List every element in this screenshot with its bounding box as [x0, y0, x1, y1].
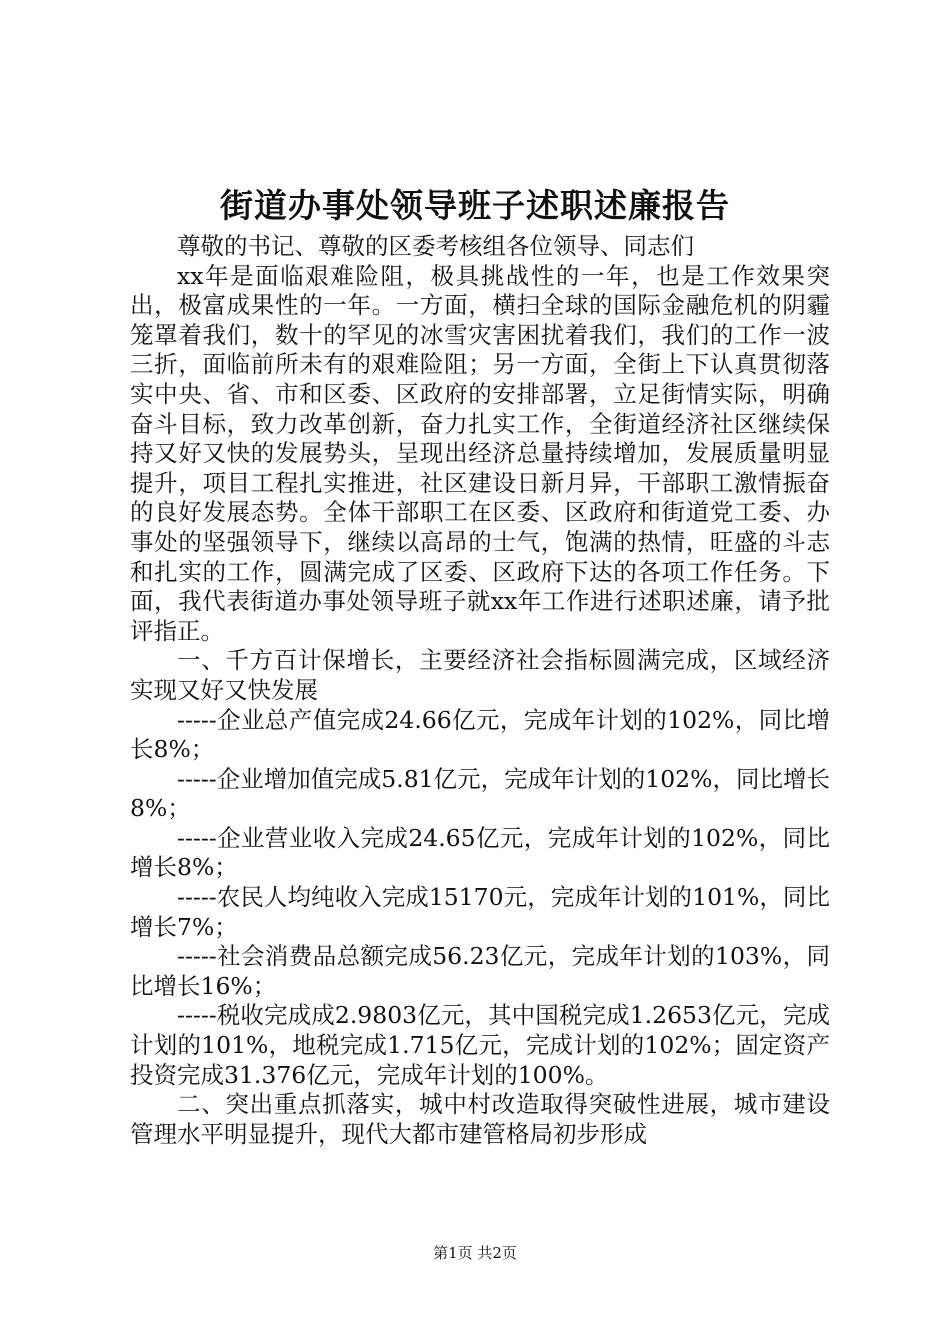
indicator-item: -----企业增加值完成5.81亿元，完成年计划的102%，同比增长8%；	[130, 764, 830, 823]
page-footer: 第1页 共2页	[433, 1244, 517, 1262]
document-title: 街道办事处领导班子述职述廉报告	[220, 186, 730, 225]
indicator-item: -----税收完成成2.9803亿元，其中国税完成1.2653亿元，完成计划的101%，地税完成1.715亿元，完成计划的102%；固定资产投资完成31.376亿元，完成年计划的100%。	[130, 1001, 830, 1089]
section-heading-2: 二、突出重点抓落实，城中村改造取得突破性进展，城市建设管理水平明显提升，现代大都市建管格局初步形成	[130, 1090, 830, 1148]
indicator-item: -----农民人均纯收入完成15170元，完成年计划的101%，同比增长7%；	[130, 883, 830, 941]
indicator-item: -----企业总产值完成24.66亿元，完成年计划的102%，同比增长8%；	[130, 705, 830, 764]
salutation-paragraph: 尊敬的书记、尊敬的区委考核组各位领导、同志们	[177, 232, 694, 260]
intro-paragraph: xx年是面临艰难险阻，极具挑战性的一年，也是工作效果突出，极富成果性的一年。一方面，横扫全球的国际金融危机的阴霾笼罩着我们，数十的罕见的冰雪灾害困扰着我们，我们的工作一波三折，面临前所未有的艰难险阻；另一方面，全街上下认真贯彻落实中央、省、市和区委、区政府的安排部署，立足街情实际，明确奋斗目标，致力改革创新，奋力扎实工作，全街道经济社区继续保持又好又快的发展势头，呈现出经济总量持续增加，发展质量明显提升，项目工程扎实推进，社区建设日新月异，干部职工激情振奋的良好发展态势。全体干部职工在区委、区政府和街道党工委、办事处的坚强领导下，继续以高昂的士气，饱满的热情，旺盛的斗志和扎实的工作，圆满完成了区委、区政府下达的各项工作任务。下面，我代表街道办事处领导班子就xx年工作进行述职述廉，请予批评指正。	[130, 261, 830, 645]
document-body	[130, 232, 830, 1149]
indicator-item: -----社会消费品总额完成56.23亿元，完成年计划的103%，同比增长16%；	[130, 942, 830, 1000]
section-heading-1: 一、千方百计保增长，主要经济社会指标圆满完成，区域经济实现又好又快发展	[130, 646, 830, 704]
indicator-item: -----企业营业收入完成24.65亿元，完成年计划的102%，同比增长8%；	[130, 823, 830, 882]
